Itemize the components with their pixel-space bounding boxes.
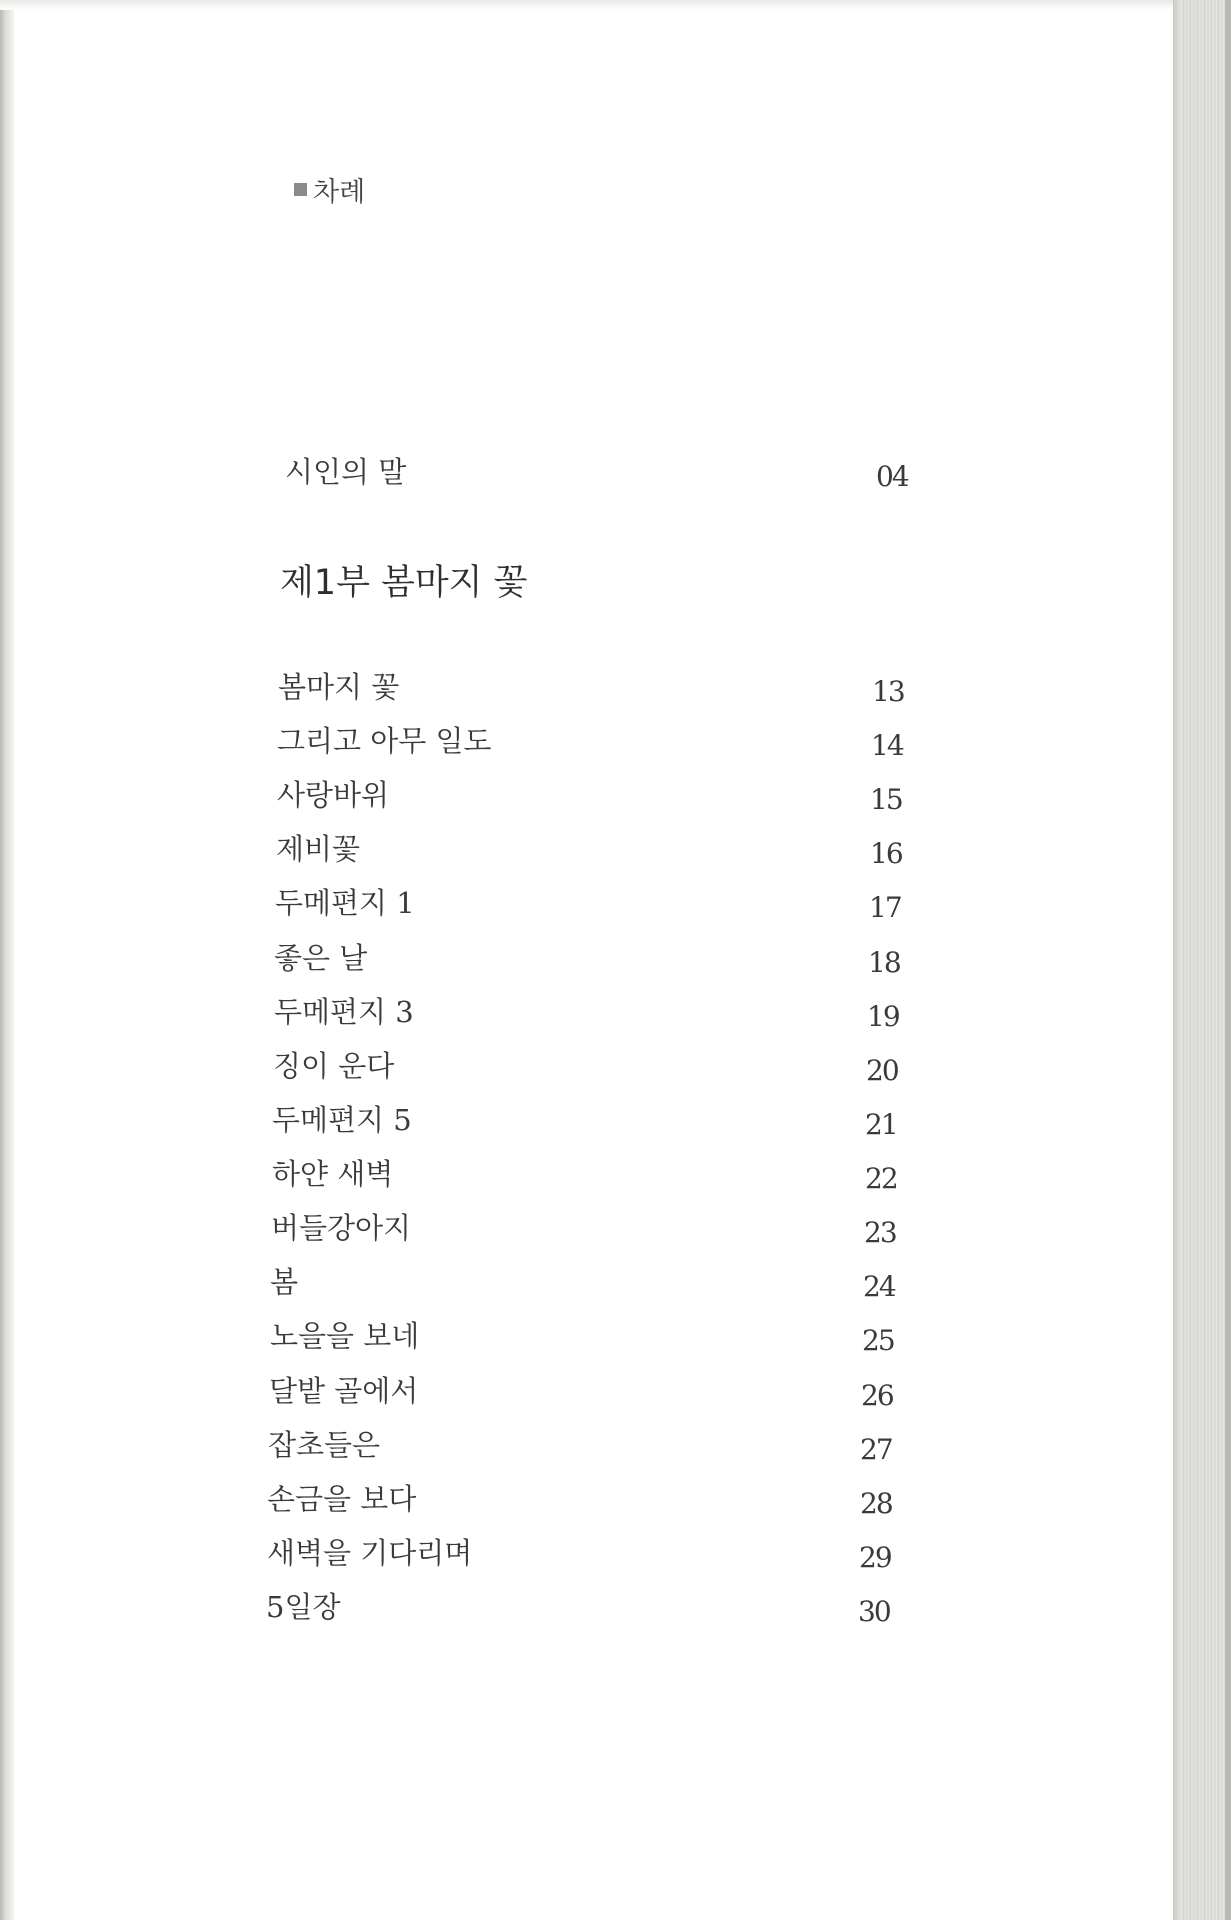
toc-entry-title: 시인의 말: [285, 455, 407, 489]
toc-entry-page: 29: [859, 1541, 891, 1574]
toc-entry-title: 달밭 골에서: [269, 1374, 419, 1408]
toc-entry: [0, 1098, 1231, 1141]
toc-entry-preface: [0, 450, 1231, 493]
toc-entry-title: 손금을 보다: [267, 1482, 417, 1516]
toc-entry-page: 04: [876, 460, 908, 493]
toc-entry-title: 그리고 아무 일도: [277, 724, 492, 758]
toc-entry-page: 26: [861, 1379, 893, 1412]
toc-entry-title: 두메편지 3: [274, 995, 414, 1029]
toc-entry-title: 제비꽃: [276, 832, 361, 866]
toc-entry-page: 22: [865, 1162, 897, 1195]
toc-entry-page: 13: [872, 675, 904, 708]
toc-entry: [0, 827, 1231, 870]
toc-entry-title: 징이 운다: [273, 1049, 395, 1083]
toc-entry: [0, 1152, 1231, 1195]
toc-entry: [0, 1044, 1231, 1087]
toc-entry: [0, 1477, 1231, 1520]
toc-entry-page: 15: [870, 783, 902, 816]
toc-entry: [0, 665, 1231, 708]
section-label-text: 차례: [313, 177, 366, 208]
toc-entry-page: 25: [862, 1324, 894, 1357]
part-title: 제1부 봄마지 꽃: [280, 563, 528, 603]
toc-entry: [0, 881, 1231, 924]
toc-entry-page: 23: [864, 1216, 896, 1249]
toc-entry-title: 버들강아지: [271, 1211, 412, 1245]
toc-entry: [0, 1585, 1231, 1628]
toc-entry-page: 19: [867, 1000, 899, 1033]
toc-entry: [0, 1314, 1231, 1357]
toc-entry-title: 두메편지 5: [272, 1103, 412, 1137]
toc-entry-page: 21: [865, 1108, 897, 1141]
toc-entry-title: 봄: [270, 1265, 299, 1299]
toc-entry-title: 하얀 새벽: [272, 1157, 394, 1191]
toc-entry-page: 20: [866, 1054, 898, 1087]
toc-entry-page: 27: [860, 1433, 892, 1466]
toc-entry: [0, 936, 1231, 979]
toc-entry-page: 28: [860, 1487, 892, 1520]
square-bullet-icon: [294, 183, 307, 196]
toc-entry-page: 14: [871, 729, 903, 762]
toc-entry: [0, 773, 1231, 816]
toc-entry: [0, 1206, 1231, 1249]
toc-entry: [0, 1531, 1231, 1574]
toc-entry: [0, 719, 1231, 762]
toc-entry-page: 24: [863, 1270, 895, 1303]
toc-entry-title: 5일장: [266, 1590, 341, 1624]
toc-entry-page: 17: [869, 891, 901, 924]
toc-entry-title: 새벽을 기다리며: [267, 1536, 473, 1570]
toc-entry: [0, 1423, 1231, 1466]
toc-entry-title: 노을을 보네: [270, 1319, 420, 1353]
section-label: [294, 170, 365, 209]
toc-entry: [0, 1369, 1231, 1412]
toc-entry-title: 봄마지 꽃: [278, 670, 400, 704]
toc-entry: [0, 990, 1231, 1033]
toc-entry: [0, 1260, 1231, 1303]
toc-entry-title: 사랑바위: [277, 778, 390, 812]
toc-entry-page: 16: [870, 837, 902, 870]
toc-entry-title: 좋은 날: [274, 941, 368, 975]
toc-entry-title: 잡초들은: [268, 1428, 381, 1462]
toc-entry-page: 30: [858, 1595, 890, 1628]
top-edge-shadow: [0, 0, 1180, 10]
toc-entry-title: 두메편지 1: [275, 886, 415, 920]
toc-entry-page: 18: [868, 946, 900, 979]
